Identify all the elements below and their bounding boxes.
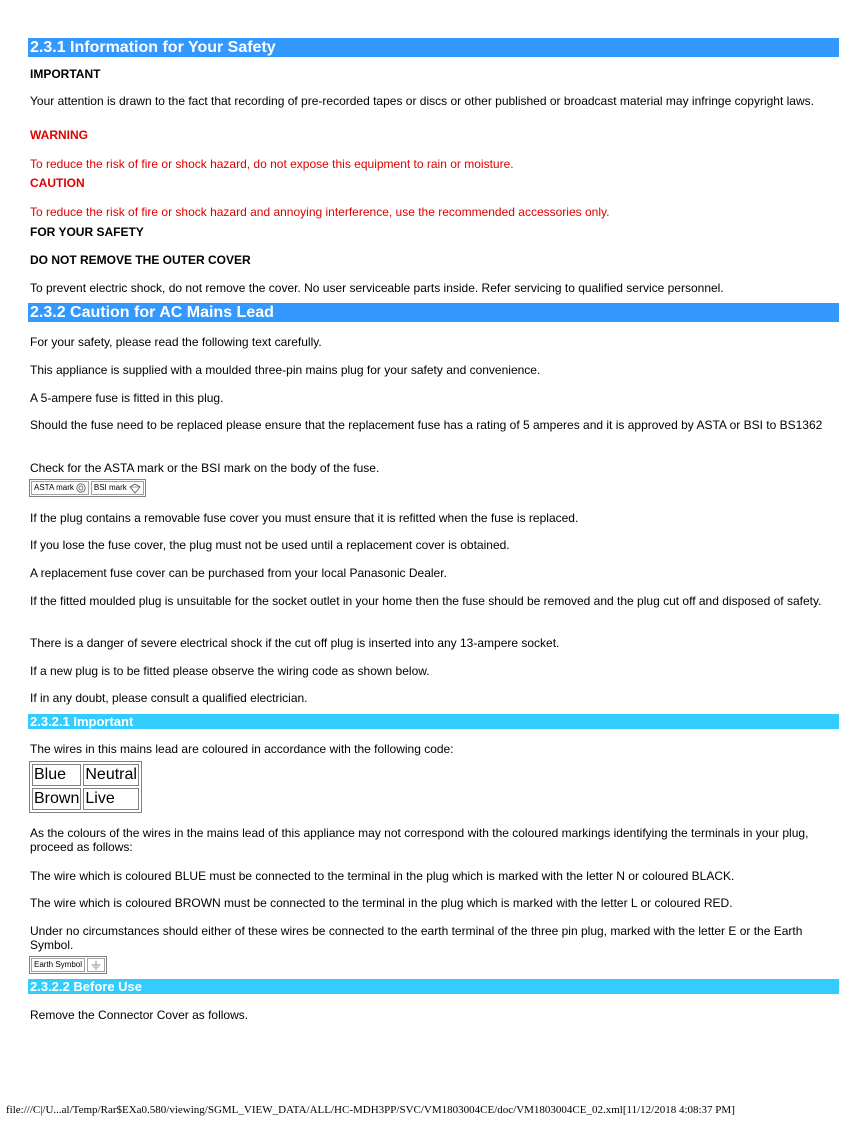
paragraph-lost-fuse-cover: If you lose the fuse cover, the plug must not be used until a replacement cover is obtained. bbox=[30, 538, 510, 552]
prevent-shock-text: To prevent electric shock, do not remove the cover. No user serviceable parts inside. Refer servicing to qualified service personnel. bbox=[30, 281, 724, 295]
paragraph-wire-code-intro: The wires in this mains lead are coloured in accordance with the following code: bbox=[30, 742, 454, 756]
paragraph-blue-wire: The wire which is coloured BLUE must be connected to the terminal in the plug which is marked with the letter N or coloured BLACK. bbox=[30, 869, 735, 883]
section-heading-2-3-2: 2.3.2 Caution for AC Mains Lead bbox=[28, 303, 839, 322]
section-heading-2-3-2-1: 2.3.2.1 Important bbox=[28, 714, 839, 729]
paragraph-shock-danger: There is a danger of severe electrical shock if the cut off plug is inserted into any 13-ampere socket. bbox=[30, 636, 560, 650]
paragraph-moulded-plug: This appliance is supplied with a moulded three-pin mains plug for your safety and convenience. bbox=[30, 363, 541, 377]
paragraph-remove-connector-cover: Remove the Connector Cover as follows. bbox=[30, 1008, 249, 1022]
asta-mark-label: ASTA mark bbox=[34, 483, 74, 492]
asta-mark-icon bbox=[76, 483, 86, 493]
warning-text: To reduce the risk of fire or shock hazard, do not expose this equipment to rain or moisture. bbox=[30, 157, 514, 171]
wire-colour-table bbox=[29, 761, 142, 813]
paragraph-wiring-code: If a new plug is to be fitted please observe the wiring code as shown below. bbox=[30, 664, 430, 678]
section-heading-2-3-2-2: 2.3.2.2 Before Use bbox=[28, 979, 839, 994]
wire-role-cell: Neutral bbox=[83, 764, 139, 786]
earth-symbol-label: Earth Symbol bbox=[34, 960, 83, 969]
section-heading-2-3-1: 2.3.1 Information for Your Safety bbox=[28, 38, 839, 57]
paragraph-earth-warning: Under no circumstances should either of these wires be connected to the earth terminal of the three pin plug, marked with the letter E or the Earth Symbol. bbox=[30, 924, 803, 952]
wire-colour-cell: Brown bbox=[32, 788, 81, 810]
caution-label: CAUTION bbox=[30, 176, 85, 190]
paragraph-fuse-replacement: Should the fuse need to be replaced please ensure that the replacement fuse has a rating of 5 amperes and it is approved by ASTA or BSI to BS1362 bbox=[30, 418, 823, 432]
important-label: IMPORTANT bbox=[30, 67, 101, 81]
wire-colour-cell: Blue bbox=[32, 764, 81, 786]
paragraph-check-mark: Check for the ASTA mark or the BSI mark on the body of the fuse. bbox=[30, 461, 380, 475]
for-your-safety-label: FOR YOUR SAFETY bbox=[30, 225, 144, 239]
bsi-mark-label: BSI mark bbox=[93, 483, 127, 492]
do-not-remove-label: DO NOT REMOVE THE OUTER COVER bbox=[30, 253, 251, 267]
warning-label: WARNING bbox=[30, 128, 88, 142]
earth-symbol-label-cell bbox=[31, 958, 85, 972]
important-text: Your attention is drawn to the fact that recording of pre-recorded tapes or discs or other published or broadcast material may infringe copyright laws. bbox=[30, 94, 814, 108]
paragraph-fuse-fitted: A 5-ampere fuse is fitted in this plug. bbox=[30, 391, 224, 405]
paragraph-unsuitable-plug: If the fitted moulded plug is unsuitable for the socket outlet in your home then the fuse should be removed and the plug cut off and disposed of safety. bbox=[30, 594, 822, 608]
paragraph-colour-mismatch: As the colours of the wires in the mains lead of this appliance may not correspond with the coloured markings identifying the terminals in your plug, proceed as follows: bbox=[30, 826, 809, 854]
paragraph-consult-electrician: If in any doubt, please consult a qualified electrician. bbox=[30, 691, 308, 705]
earth-symbol-icon-cell bbox=[87, 958, 105, 972]
file-path-footer: file:///C|/U...al/Temp/Rar$EXa0.580/viewing/SGML_VIEW_DATA/ALL/HC-MDH3PP/SVC/VM1803004CE/doc/VM1803004CE_02.xml[11/12/2018 4:08:37 PM] bbox=[6, 1104, 735, 1116]
asta-mark-cell bbox=[31, 481, 89, 495]
fuse-marks-figure bbox=[29, 479, 146, 497]
earth-ground-icon bbox=[90, 960, 102, 971]
bsi-mark-cell bbox=[91, 481, 144, 495]
table-row bbox=[32, 764, 139, 786]
caution-text: To reduce the risk of fire or shock hazard and annoying interference, use the recommended accessories only. bbox=[30, 205, 610, 219]
paragraph-replacement-cover: A replacement fuse cover can be purchased from your local Panasonic Dealer. bbox=[30, 566, 447, 580]
earth-symbol-figure bbox=[29, 956, 107, 974]
paragraph-brown-wire: The wire which is coloured BROWN must be connected to the terminal in the plug which is marked with the letter L or coloured RED. bbox=[30, 896, 733, 910]
bsi-kitemark-icon bbox=[129, 483, 141, 494]
paragraph-read-carefully: For your safety, please read the following text carefully. bbox=[30, 335, 322, 349]
wire-role-cell: Live bbox=[83, 788, 139, 810]
paragraph-fuse-cover-refit: If the plug contains a removable fuse cover you must ensure that it is refitted when the fuse is replaced. bbox=[30, 511, 579, 525]
table-row bbox=[32, 788, 139, 810]
